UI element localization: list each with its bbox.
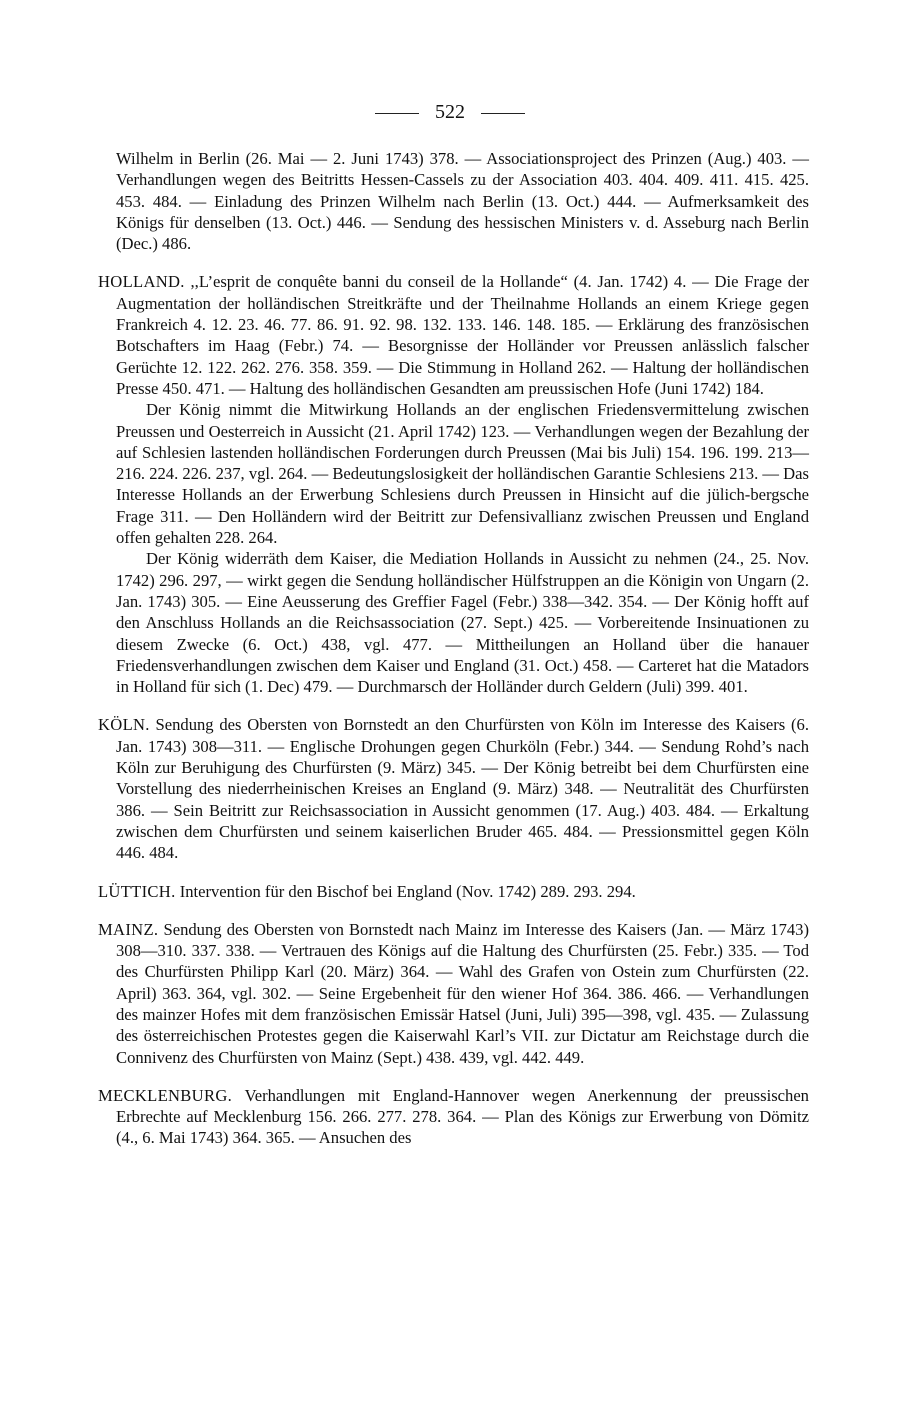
header-dash-left [375, 113, 419, 114]
entry-text: Intervention für den Bischof bei England (Nov. 1742) 289. 293. 294. [179, 881, 636, 901]
entry-keyword: KÖLN. [98, 715, 150, 735]
header-dash-right [481, 113, 525, 114]
entry-paragraph: Wilhelm in Berlin (26. Mai — 2. Juni 1743) 378. — Associationsproject des Prinzen (Aug.) 403. — Verhandlungen wegen des Beitritts Hessen-Cassels zu der Association 403. 404. 409. 411. 415. 425. 453. 484. — Einladung des Prinzen Wilhelm nach Berlin (13. Oct.) 444. — Aufmerksamkeit des Königs für denselben (13. Oct.) 446. — Sendung des hessischen Ministers v. d. Asseburg nach Berlin (Dec.) 486. [116, 149, 809, 254]
page-number: 522 [435, 101, 465, 123]
entry-paragraph [98, 1085, 809, 1149]
entry-text: Sendung des Obersten von Bornstedt nach Mainz im Interesse des Kaisers (Jan. — März 1743) 308—310. 337. 338. — Vertrauen des Königs auf die Haltung des Churfürsten (25. Febr.) 335. — Tod des Churfürsten Philipp Karl (20. März) 364. — Wahl des Grafen von Ostein zum Churfürsten (22. April) 363. 364, vgl. 302. — Seine Ergebenheit für den wiener Hof 364. 386. 466. — Verhandlungen des mainzer Hofes mit dem französischen Emissär Hatsel (Juni, Juli) 395—398, vgl. 435. — Zulassung des österreichischen Protestes gegen die Kaiserwahl Karl’s VII. zur Dictatur am Reichstage durch die Connivenz des Churfürsten von Mainz (Sept.) 438. 439, vgl. 442. 449. [116, 919, 810, 1067]
index-entry-hessen [98, 148, 809, 254]
entry-keyword: LÜTTICH. [98, 881, 176, 901]
entry-paragraph [98, 271, 809, 399]
entry-paragraph: Der König widerräth dem Kaiser, die Mediation Hollands in Aussicht zu nehmen (24., 25. Nov. 1742) 296. 297, — wirkt gegen die Sendung holländischer Hülfstruppen an die Königin von Ungarn (2. Jan. 1743) 305. — Eine Aeusserung des Greffier Fagel (Febr.) 338—342. 354. — Der König hofft auf den Anschluss Hollands an die Reichsassociation (27. Sept.) 425. — Vorbereitende Insinuationen zu diesem Zwecke (6. Oct.) 438, vgl. 477. — Mittheilungen an Holland über die hanauer Friedensverhandlungen zwischen dem Kaiser und England (31. Oct.) 458. — Carteret hat die Matadors in Holland für sich (1. Dec) 479. — Durchmarsch der Holländer durch Geldern (Juli) 399. 401. [116, 549, 809, 697]
index-entry-holland [98, 271, 809, 697]
entry-keyword: HOLLAND. [98, 272, 185, 292]
entry-keyword: MAINZ. [98, 919, 159, 939]
entry-text: Sendung des Obersten von Bornstedt an den Churfürsten von Köln im Interesse des Kaisers (6. Jan. 1743) 308—311. — Englische Drohungen gegen Churköln (Febr.) 344. — Sendung Rohd’s nach Köln zur Beruhigung des Churfürsten (9. März) 345. — Der König betreibt bei dem Churfürsten eine Vorstellung des niederrheinischen Kreises an England (9. März) 348. — Neutralität des Churfürsten 386. — Sein Beitritt zur Reichsassociation in Aussicht genommen (17. Aug.) 403. 484. — Erkaltung zwischen dem Churfürsten und seinem kaiserlichen Bruder 465. 484. — Pressionsmittel gegen Köln 446. 484. [116, 715, 809, 863]
entry-text: ,,L’esprit de conquête banni du conseil de la Hollande“ (4. Jan. 1742) 4. — Die Frage der Augmentation der holländischen Streitkräfte und der Theilnahme Hollands an einem Kriege gegen Frankreich 4. 12. 23. 46. 77. 86. 91. 92. 98. 132. 133. 146. 148. 185. — Erklärung des französischen Botschafters im Haag (Febr.) 74. — Besorgnisse der Holländer vor Preussen anlässlich falscher Gerüchte 12. 122. 262. 276. 358. 359. — Die Stimmung in Holland 262. — Haltung der holländischen Presse 450. 471. — Haltung des holländischen Gesandten am preussischen Hofe (Juni 1742) 184. [116, 272, 809, 398]
entry-paragraph [98, 714, 809, 863]
page-header [0, 100, 900, 124]
entry-paragraph: Der König nimmt die Mitwirkung Hollands an der englischen Friedensvermittelung zwischen Preussen und Oesterreich in Aussicht (21. April 1742) 123. — Verhandlungen wegen der Bezahlung der auf Schlesien lastenden holländischen Forderungen durch Preussen (Mai bis Juli) 154. 196. 199. 213—216. 224. 226. 237, vgl. 264. — Bedeutungslosigkeit der holländischen Garantie Schlesiens 213. — Das Interesse Hollands an der Erwerbung Schlesiens durch Preussen in Hinsicht auf die jülich-bergsche Frage 311. — Den Holländern wird der Beitritt zur Defensivallianz zwischen Preussen und England offen gehalten 228. 264. [116, 400, 809, 548]
index-entry-luettich [98, 881, 809, 902]
entry-text: Verhandlungen mit England-Hannover wegen Anerkennung der preussischen Erbrechte auf Mecklenburg 156. 266. 277. 278. 364. — Plan des Königs zur Erwerbung von Dömitz (4., 6. Mai 1743) 364. 365. — Ansuchen des [116, 1085, 809, 1148]
index-entry-koeln [98, 714, 809, 863]
entry-keyword: MECKLENBURG. [98, 1085, 233, 1105]
entry-paragraph [98, 881, 809, 902]
entry-paragraph [98, 919, 809, 1068]
index-entry-mecklenburg [98, 1085, 809, 1149]
index-entry-mainz [98, 919, 809, 1068]
index-column [98, 148, 809, 1166]
